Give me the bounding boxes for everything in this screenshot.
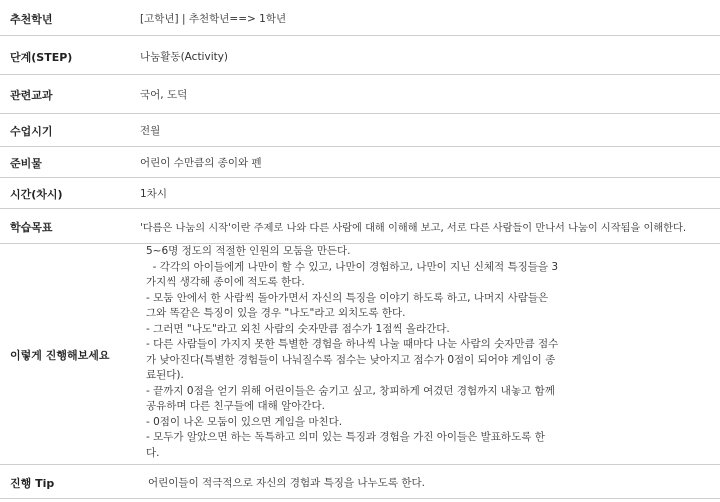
row-value: '다름은 나눔의 시작'이란 주제로 나와 다른 사람에 대해 이해해 보고, 서로 다른 사람들이 만나서 나눔이 시작됨을 이해한다. [140,223,687,234]
row-step [0,36,720,75]
row-label: 시간(차시) [10,188,63,201]
row-value: [고학년] | 추천학년==> 1학년 [140,13,287,25]
row-grade [0,0,720,36]
process-line: - 다른 사람들이 가지지 못한 특별한 경험을 하나씩 나눌 때마다 나눈 사람의 숫자만큼 점수 [146,338,559,350]
process-line: - 모둠 안에서 한 사람씩 돌아가면서 자신의 특징을 이야기 하도록 하고, 나머지 사람들은 [146,291,549,304]
process-line: - 0점이 나온 모둠이 있으면 게임을 마친다. [146,415,343,428]
process-line: 그와 똑같은 특징이 있을 경우 "나도"라고 외치도록 한다. [146,307,406,319]
row-label: 진행 Tip [10,477,55,490]
row-label: 준비물 [10,157,42,170]
row-materials [0,147,720,178]
process-line: - 끝까지 0점을 얻기 위해 어린이들은 숨기고 싶고, 창피하게 여겼던 경험까지 내놓고 함께 [146,384,555,397]
row-process [0,244,720,465]
process-line: - 모두가 알았으면 하는 독특하고 의미 있는 특징과 경험을 가진 아이들은 발표하도록 한 [146,431,545,443]
process-line: 가지씩 생각해 종이에 적도록 한다. [146,276,305,288]
process-line: 다. [146,446,160,459]
process-line: 5~6명 정도의 적절한 인원의 모둠을 만든다. [146,245,351,257]
row-label: 단계(STEP) [10,51,73,64]
row-label: 추천학년 [10,13,53,26]
process-line: - 각각의 아이들에게 나만이 할 수 있고, 나만이 경험하고, 나만이 지닌 신체적 특징들을 3 [146,260,559,273]
row-objective [0,209,720,244]
row-tip [0,465,720,499]
row-label: 학습목표 [10,221,53,234]
row-value: 나눔활동(Activity) [140,51,229,63]
row-time [0,178,720,209]
row-label: 관련교과 [10,89,53,102]
row-label: 이렇게 진행해보세요 [10,349,110,362]
process-line: 가 낮아진다(특별한 경험들이 나눠질수록 점수는 낮아지고 점수가 0점이 되어야 게임이 종 [146,353,556,366]
row-value: 1차시 [140,188,167,200]
row-label: 수업시기 [10,125,53,138]
row-value: 국어, 도덕 [140,89,188,101]
row-value: 어린이들이 적극적으로 자신의 경험과 특징을 나누도록 한다. [148,477,425,489]
process-line: 공유하며 다른 친구들에 대해 알아간다. [146,400,325,412]
row-period [0,114,720,147]
process-steps [146,244,558,461]
process-line: 료된다). [146,369,184,381]
row-subject [0,75,720,114]
row-value: 어린이 수만큼의 종이와 펜 [140,157,262,169]
row-value: 전월 [140,125,161,137]
process-line: - 그러면 "나도"라고 외친 사람의 숫자만큼 점수가 1점씩 올라간다. [146,322,450,335]
